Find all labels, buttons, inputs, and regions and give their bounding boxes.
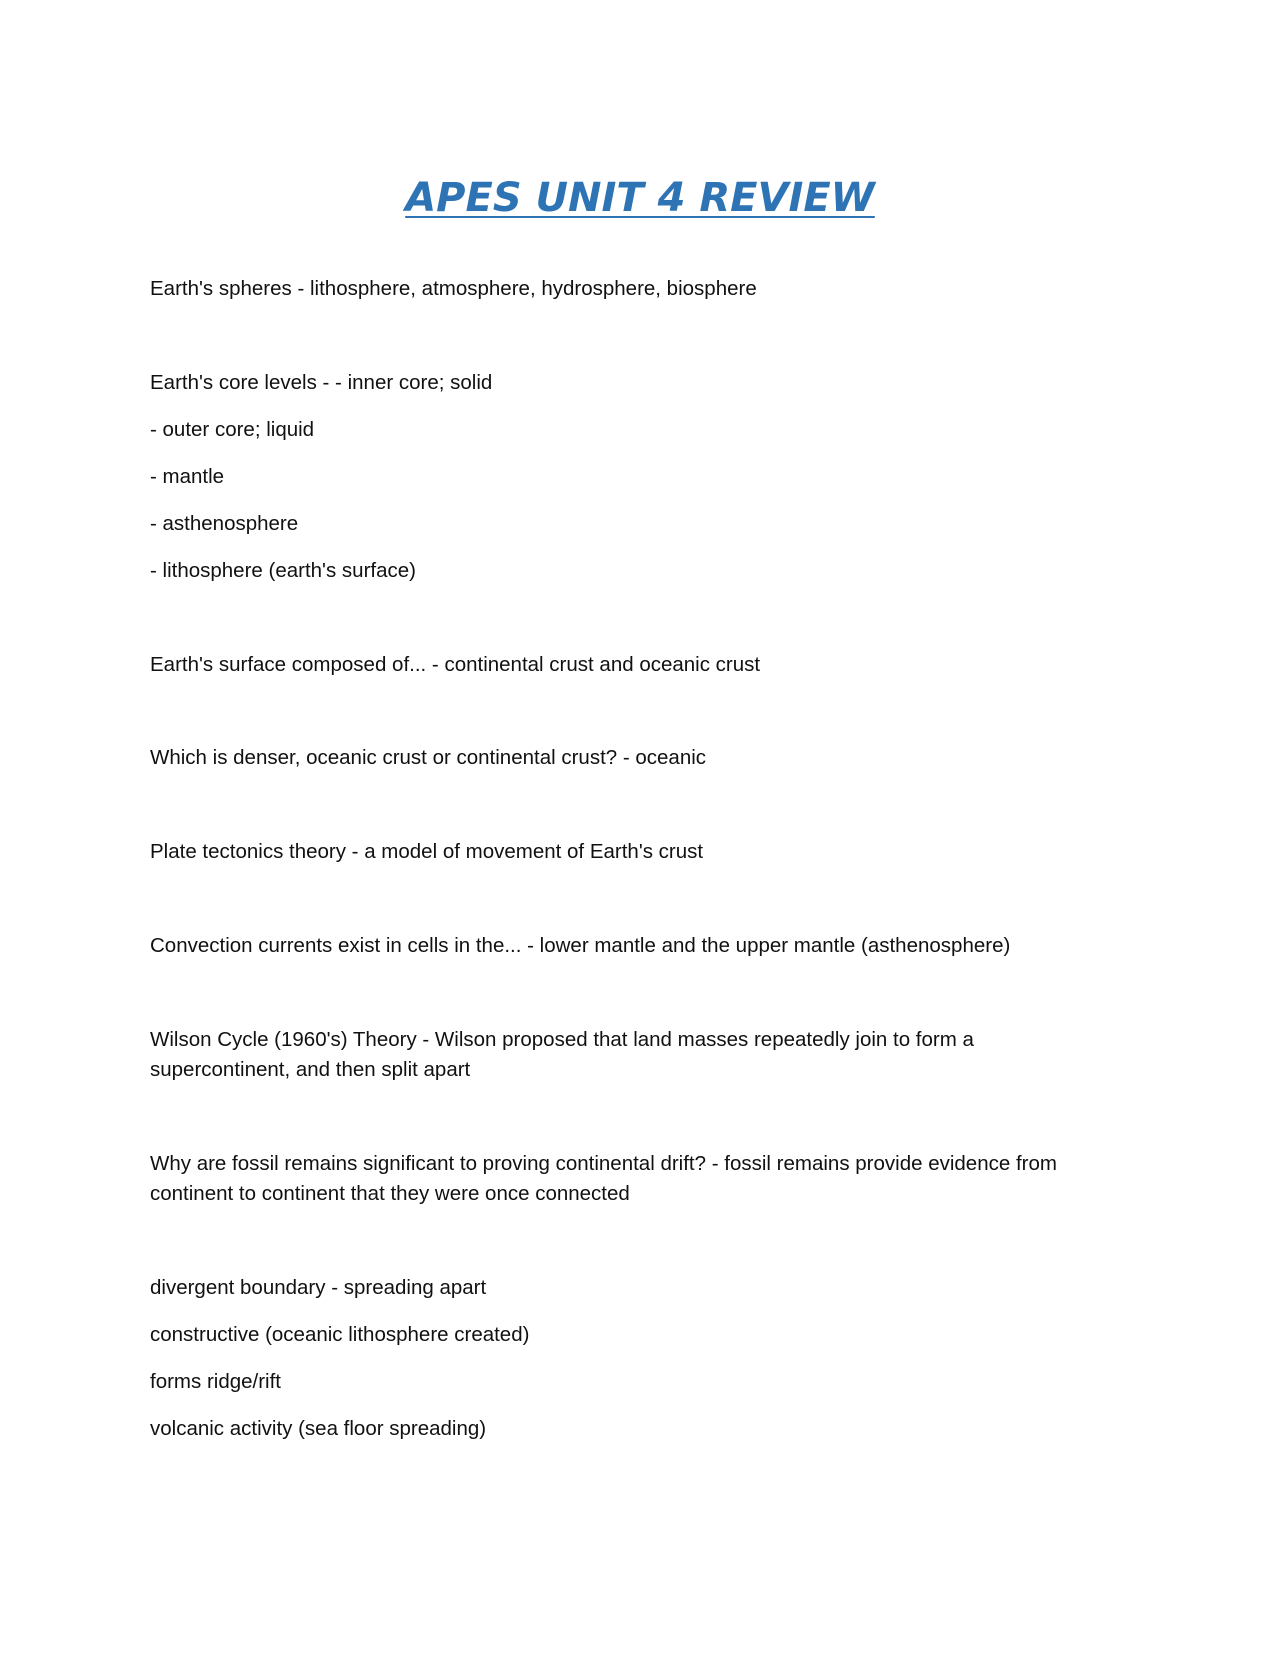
text-line-fossil-remains: Why are fossil remains significant to proving continental drift? - fossil remains provide evidence from continent to continent that they were once connected <box>150 1152 1057 1205</box>
document-title: APES UNIT 4 REVIEW <box>405 175 875 221</box>
text-line-mantle: - mantle <box>150 465 225 488</box>
text-line-convection-currents: Convection currents exist in cells in the... - lower mantle and the upper mantle (asthenosphere) <box>150 934 1011 957</box>
text-line-lithosphere: - lithosphere (earth's surface) <box>150 559 416 582</box>
text-line-outer-core: - outer core; liquid <box>150 418 315 441</box>
text-line-ridge-rift: forms ridge/rift <box>150 1370 281 1393</box>
text-line-asthenosphere: - asthenosphere <box>150 512 299 535</box>
text-line-plate-tectonics: Plate tectonics theory - a model of movement of Earth's crust <box>150 840 704 863</box>
text-line-constructive: constructive (oceanic lithosphere created) <box>150 1323 530 1346</box>
text-line-denser-crust: Which is denser, oceanic crust or continental crust? - oceanic <box>150 746 707 769</box>
text-line-earths-spheres: Earth's spheres - lithosphere, atmosphere, hydrosphere, biosphere <box>150 277 757 300</box>
text-line-wilson-cycle: Wilson Cycle (1960's) Theory - Wilson proposed that land masses repeatedly join to form a supercontinent, and then split apart <box>150 1028 974 1081</box>
text-line-volcanic-activity: volcanic activity (sea floor spreading) <box>150 1417 487 1440</box>
text-line-divergent-boundary: divergent boundary - spreading apart <box>150 1276 487 1299</box>
text-line-core-levels: Earth's core levels - - inner core; solid <box>150 371 493 394</box>
text-line-surface-composition: Earth's surface composed of... - continental crust and oceanic crust <box>150 653 761 676</box>
